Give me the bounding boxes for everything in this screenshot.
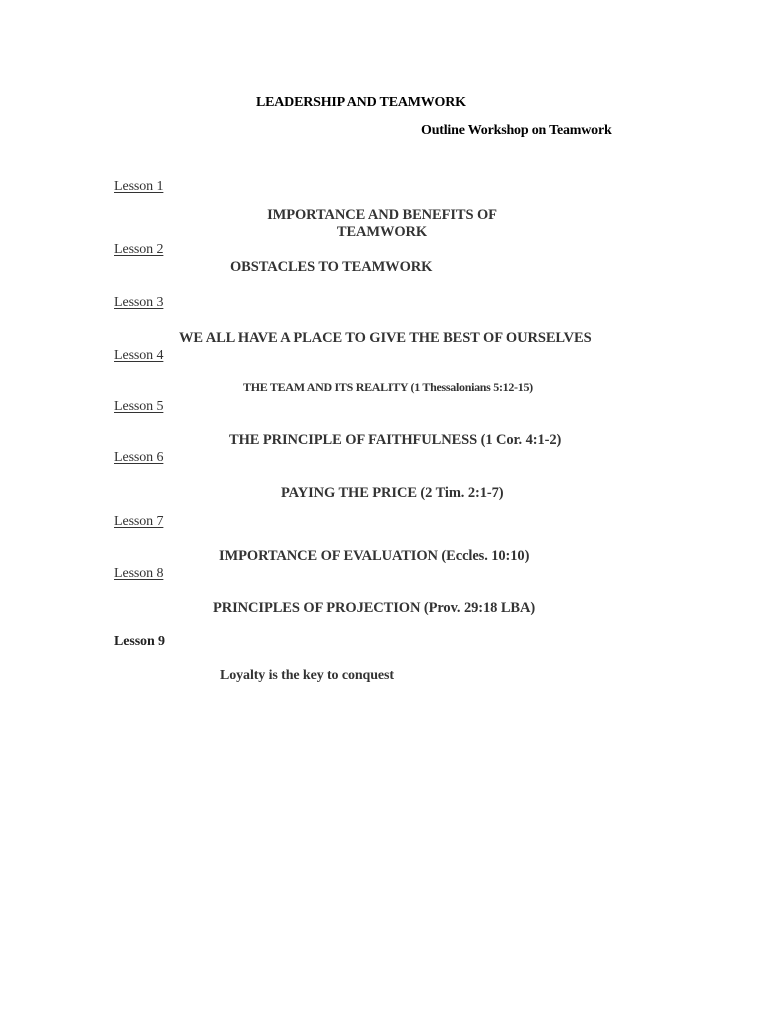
lesson-5-link[interactable]: Lesson 5: [114, 399, 164, 414]
lesson-8-topic: PRINCIPLES OF PROJECTION (Prov. 29:18 LBA): [213, 600, 536, 616]
lesson-8-link[interactable]: Lesson 8: [114, 566, 164, 581]
lesson-4-topic: THE TEAM AND ITS REALITY (1 Thessalonians 5:12-15): [243, 380, 533, 394]
lesson-2-link[interactable]: Lesson 2: [114, 242, 164, 257]
lesson-4-link[interactable]: Lesson 4: [114, 348, 164, 363]
document-title: LEADERSHIP AND TEAMWORK: [256, 95, 466, 110]
lesson-6-link[interactable]: Lesson 6: [114, 450, 164, 465]
lesson-9-label: Lesson 9: [114, 634, 165, 649]
lesson-3-topic: WE ALL HAVE A PLACE TO GIVE THE BEST OF OURSELVES: [179, 330, 592, 346]
lesson-7-link[interactable]: Lesson 7: [114, 514, 164, 529]
lesson-1-topic: IMPORTANCE AND BENEFITS OF TEAMWORK: [267, 207, 497, 240]
lesson-7-topic: IMPORTANCE OF EVALUATION (Eccles. 10:10): [219, 548, 530, 564]
lesson-6-topic: PAYING THE PRICE (2 Tim. 2:1-7): [281, 485, 504, 501]
lesson-2-topic: OBSTACLES TO TEAMWORK: [230, 259, 433, 275]
document-subtitle: Outline Workshop on Teamwork: [421, 123, 612, 138]
lesson-5-topic: THE PRINCIPLE OF FAITHFULNESS (1 Cor. 4:1-2): [229, 432, 562, 448]
lesson-3-link[interactable]: Lesson 3: [114, 295, 164, 310]
lesson-9-topic: Loyalty is the key to conquest: [220, 668, 394, 683]
lesson-1-link[interactable]: Lesson 1: [114, 179, 164, 194]
